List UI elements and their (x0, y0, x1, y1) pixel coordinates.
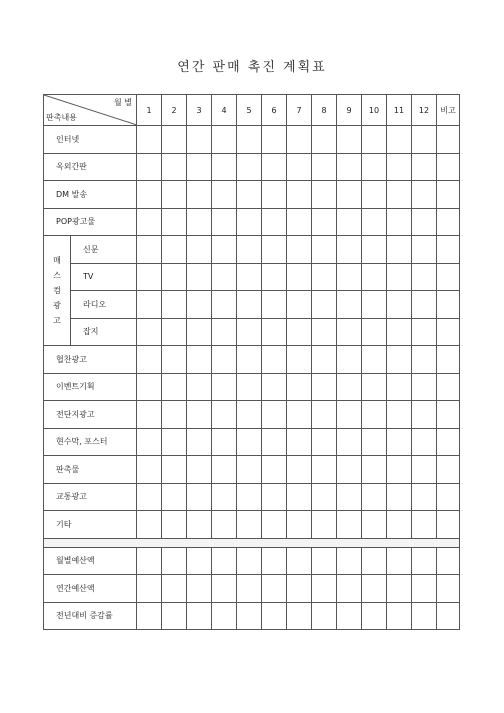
table-cell (237, 547, 262, 575)
table-cell (262, 208, 287, 236)
table-cell (262, 236, 287, 264)
table-cell (137, 208, 162, 236)
table-cell (362, 511, 387, 539)
table-cell (337, 153, 362, 181)
table-cell (362, 318, 387, 346)
table-cell (137, 547, 162, 575)
row-label-pop: POP광고물 (44, 208, 137, 236)
table-cell (237, 291, 262, 319)
table-cell (387, 291, 412, 319)
row-label-other: 기타 (44, 511, 137, 539)
table-cell (337, 483, 362, 511)
table-cell (362, 291, 387, 319)
table-cell (287, 291, 312, 319)
table-row (44, 401, 460, 429)
row-label-tv: TV (71, 263, 137, 291)
table-cell (437, 236, 460, 264)
table-cell (387, 456, 412, 484)
table-cell (162, 575, 187, 603)
table-cell (412, 602, 437, 630)
table-cell (287, 483, 312, 511)
table-cell (162, 373, 187, 401)
table-cell (162, 602, 187, 630)
table-cell (337, 511, 362, 539)
month-header: 11 (387, 95, 412, 126)
table-cell (162, 263, 187, 291)
table-cell (437, 602, 460, 630)
table-cell (287, 318, 312, 346)
table-cell (262, 401, 287, 429)
table-cell (187, 547, 212, 575)
table-cell (412, 208, 437, 236)
table-cell (362, 346, 387, 374)
table-cell (262, 291, 287, 319)
table-cell (237, 511, 262, 539)
table-cell (237, 483, 262, 511)
table-cell (337, 346, 362, 374)
table-cell (162, 401, 187, 429)
table-cell (437, 575, 460, 603)
table-row (44, 547, 460, 575)
table-cell (312, 575, 337, 603)
table-cell (262, 318, 287, 346)
table-cell (212, 263, 237, 291)
row-label-flyer: 전단지광고 (44, 401, 137, 429)
table-cell (412, 428, 437, 456)
table-cell (387, 428, 412, 456)
table-cell (337, 602, 362, 630)
table-cell (412, 483, 437, 511)
table-cell (412, 291, 437, 319)
row-label-promo-goods: 판촉물 (44, 456, 137, 484)
table-cell (262, 483, 287, 511)
table-cell (437, 456, 460, 484)
table-cell (137, 236, 162, 264)
table-cell (387, 263, 412, 291)
table-cell (187, 511, 212, 539)
table-cell (312, 511, 337, 539)
row-label-annual-budget: 연간예산액 (44, 575, 137, 603)
table-cell (412, 456, 437, 484)
table-cell (212, 153, 237, 181)
table-cell (187, 208, 212, 236)
table-cell (162, 346, 187, 374)
table-cell (387, 401, 412, 429)
corner-header-cell (44, 95, 137, 126)
table-row (44, 483, 460, 511)
table-cell (287, 236, 312, 264)
table-cell (412, 511, 437, 539)
table-cell (262, 263, 287, 291)
table-cell (262, 428, 287, 456)
table-cell (387, 575, 412, 603)
table-cell (162, 208, 187, 236)
table-cell (287, 208, 312, 236)
table-row (44, 428, 460, 456)
row-label-magazine: 잡지 (71, 318, 137, 346)
row-label-dm: DM 발송 (44, 181, 137, 209)
table-cell (137, 456, 162, 484)
table-cell (387, 236, 412, 264)
month-header: 1 (137, 95, 162, 126)
table-cell (437, 547, 460, 575)
table-cell (362, 208, 387, 236)
table-cell (262, 181, 287, 209)
table-cell (212, 181, 237, 209)
table-cell (162, 511, 187, 539)
table-cell (287, 401, 312, 429)
table-cell (237, 346, 262, 374)
row-label-transit: 교통광고 (44, 483, 137, 511)
table-cell (287, 456, 312, 484)
table-cell (312, 483, 337, 511)
table-cell (387, 318, 412, 346)
table-cell (362, 575, 387, 603)
row-label-event: 이벤트기획 (44, 373, 137, 401)
month-header: 9 (337, 95, 362, 126)
table-row (44, 181, 460, 209)
table-cell (387, 208, 412, 236)
table-cell (212, 291, 237, 319)
header-row (44, 95, 460, 126)
table-cell (437, 483, 460, 511)
table-row (44, 602, 460, 630)
table-cell (212, 602, 237, 630)
table-cell (287, 511, 312, 539)
section-divider-row (44, 538, 460, 547)
table-cell (437, 511, 460, 539)
table-cell (137, 373, 162, 401)
table-cell (437, 346, 460, 374)
month-header: 7 (287, 95, 312, 126)
mass-media-group-label: 매 스 컴 광 고 (44, 236, 71, 346)
table-cell (137, 401, 162, 429)
table-cell (312, 153, 337, 181)
table-row (44, 511, 460, 539)
table-cell (437, 428, 460, 456)
table-cell (137, 263, 162, 291)
table-row (44, 126, 460, 154)
table-cell (187, 291, 212, 319)
table-cell (437, 373, 460, 401)
table-cell (437, 401, 460, 429)
table-cell (312, 456, 337, 484)
table-cell (262, 456, 287, 484)
table-cell (387, 547, 412, 575)
table-cell (162, 291, 187, 319)
table-cell (137, 153, 162, 181)
table-row (44, 236, 460, 264)
table-cell (312, 291, 337, 319)
table-cell (387, 602, 412, 630)
table-cell (312, 208, 337, 236)
table-cell (187, 483, 212, 511)
table-cell (237, 602, 262, 630)
table-cell (187, 401, 212, 429)
table-cell (412, 547, 437, 575)
table-cell (312, 126, 337, 154)
table-cell (387, 511, 412, 539)
table-cell (437, 153, 460, 181)
table-cell (387, 483, 412, 511)
table-cell (412, 346, 437, 374)
table-cell (287, 263, 312, 291)
table-cell (237, 208, 262, 236)
table-cell (312, 318, 337, 346)
table-cell (312, 602, 337, 630)
table-cell (337, 291, 362, 319)
table-cell (337, 401, 362, 429)
table-cell (287, 153, 312, 181)
table-cell (362, 236, 387, 264)
table-cell (237, 153, 262, 181)
table-cell (337, 263, 362, 291)
table-cell (337, 428, 362, 456)
month-header: 10 (362, 95, 387, 126)
table-cell (237, 126, 262, 154)
table-cell (412, 575, 437, 603)
table-cell (262, 511, 287, 539)
table-cell (337, 208, 362, 236)
month-header: 12 (412, 95, 437, 126)
row-label-outdoor: 옥외간판 (44, 153, 137, 181)
table-cell (162, 547, 187, 575)
table-cell (262, 602, 287, 630)
table-cell (237, 263, 262, 291)
table-cell (237, 318, 262, 346)
month-header: 8 (312, 95, 337, 126)
month-header: 3 (187, 95, 212, 126)
table-cell (437, 263, 460, 291)
table-cell (362, 602, 387, 630)
row-label-yoy-change: 전년대비 증감률 (44, 602, 137, 630)
table-cell (287, 373, 312, 401)
corner-bottom-label: 판촉내용 (46, 113, 77, 122)
table-cell (187, 153, 212, 181)
table-cell (287, 346, 312, 374)
table-cell (137, 602, 162, 630)
table-cell (137, 483, 162, 511)
table-cell (437, 181, 460, 209)
table-cell (137, 346, 162, 374)
table-cell (337, 373, 362, 401)
table-cell (187, 181, 212, 209)
table-cell (162, 153, 187, 181)
table-cell (187, 318, 212, 346)
table-row (44, 318, 460, 346)
table-cell (212, 373, 237, 401)
table-cell (412, 373, 437, 401)
table-cell (437, 126, 460, 154)
table-cell (137, 181, 162, 209)
table-cell (412, 236, 437, 264)
row-label-cooperative: 협찬광고 (44, 346, 137, 374)
table-row (44, 153, 460, 181)
month-header: 5 (237, 95, 262, 126)
table-cell (162, 318, 187, 346)
table-cell (412, 126, 437, 154)
table-cell (387, 181, 412, 209)
table-cell (162, 236, 187, 264)
table-cell (162, 483, 187, 511)
table-cell (287, 547, 312, 575)
table-cell (312, 236, 337, 264)
table-cell (44, 538, 460, 547)
table-cell (212, 456, 237, 484)
table-cell (137, 511, 162, 539)
row-label-internet: 인터넷 (44, 126, 137, 154)
table-cell (212, 208, 237, 236)
table-row (44, 263, 460, 291)
row-label-radio: 라디오 (71, 291, 137, 319)
table-cell (362, 153, 387, 181)
table-cell (437, 208, 460, 236)
table-cell (412, 401, 437, 429)
table-cell (362, 483, 387, 511)
table-cell (212, 547, 237, 575)
table-cell (287, 126, 312, 154)
table-cell (187, 236, 212, 264)
promotion-plan-table (43, 94, 460, 630)
table-row (44, 575, 460, 603)
table-row (44, 456, 460, 484)
table-cell (212, 346, 237, 374)
table-cell (362, 456, 387, 484)
table-cell (137, 575, 162, 603)
table-cell (262, 126, 287, 154)
table-cell (362, 126, 387, 154)
table-cell (212, 511, 237, 539)
table-cell (187, 263, 212, 291)
table-cell (137, 318, 162, 346)
table-cell (312, 401, 337, 429)
table-cell (387, 346, 412, 374)
table-cell (337, 456, 362, 484)
table-row (44, 208, 460, 236)
table-row (44, 346, 460, 374)
corner-top-label: 월 별 (114, 98, 132, 107)
table-cell (212, 575, 237, 603)
table-cell (262, 153, 287, 181)
table-cell (287, 428, 312, 456)
table-cell (212, 126, 237, 154)
table-cell (212, 483, 237, 511)
table-cell (362, 547, 387, 575)
table-cell (237, 373, 262, 401)
table-cell (312, 181, 337, 209)
table-cell (362, 428, 387, 456)
table-cell (187, 373, 212, 401)
table-cell (187, 428, 212, 456)
table-cell (387, 126, 412, 154)
table-cell (412, 153, 437, 181)
table-cell (212, 401, 237, 429)
table-cell (237, 181, 262, 209)
month-header: 2 (162, 95, 187, 126)
table-cell (287, 181, 312, 209)
table-cell (262, 373, 287, 401)
table-cell (162, 126, 187, 154)
row-label-monthly-budget: 월별예산액 (44, 547, 137, 575)
table-cell (187, 126, 212, 154)
table-cell (387, 373, 412, 401)
table-cell (262, 547, 287, 575)
table-cell (387, 153, 412, 181)
table-cell (362, 401, 387, 429)
table-cell (437, 318, 460, 346)
table-cell (137, 428, 162, 456)
table-cell (162, 181, 187, 209)
table-row (44, 291, 460, 319)
table-cell (337, 575, 362, 603)
table-cell (412, 318, 437, 346)
table-cell (237, 236, 262, 264)
table-cell (312, 428, 337, 456)
table-cell (237, 428, 262, 456)
table-cell (312, 373, 337, 401)
row-label-banner: 현수막, 포스터 (44, 428, 137, 456)
table-cell (312, 263, 337, 291)
table-cell (137, 291, 162, 319)
table-cell (337, 181, 362, 209)
table-cell (262, 575, 287, 603)
document-title: 연간 판매 촉진 계획표 (177, 60, 327, 75)
table-cell (212, 318, 237, 346)
table-cell (137, 126, 162, 154)
table-cell (212, 428, 237, 456)
table-cell (362, 373, 387, 401)
table-cell (412, 181, 437, 209)
table-cell (212, 236, 237, 264)
table-cell (187, 346, 212, 374)
table-cell (262, 346, 287, 374)
table-cell (237, 401, 262, 429)
table-cell (412, 263, 437, 291)
table-cell (187, 575, 212, 603)
table-row (44, 373, 460, 401)
table-cell (337, 318, 362, 346)
table-cell (312, 547, 337, 575)
table-cell (162, 428, 187, 456)
remarks-header: 비고 (437, 95, 460, 126)
table-cell (237, 575, 262, 603)
table-cell (312, 346, 337, 374)
table-cell (237, 456, 262, 484)
table-cell (287, 575, 312, 603)
table-cell (362, 181, 387, 209)
table-cell (337, 236, 362, 264)
table-cell (362, 263, 387, 291)
table-cell (337, 547, 362, 575)
table-cell (437, 291, 460, 319)
month-header: 4 (212, 95, 237, 126)
table-cell (337, 126, 362, 154)
table-cell (187, 602, 212, 630)
month-header: 6 (262, 95, 287, 126)
row-label-newspaper: 신문 (71, 236, 137, 264)
table-cell (162, 456, 187, 484)
table-cell (187, 456, 212, 484)
table-cell (287, 602, 312, 630)
